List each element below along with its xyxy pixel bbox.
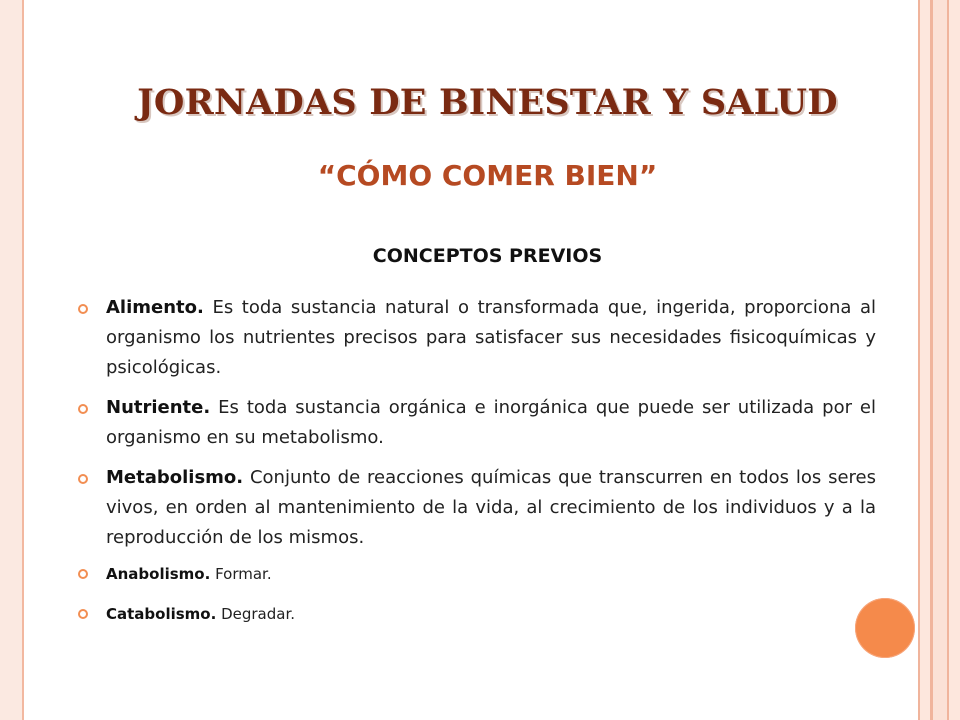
slide-subtitle: “CÓMO COMER BIEN” [317, 159, 658, 192]
bullet-icon [78, 404, 88, 414]
list-item [78, 603, 876, 625]
concept-list [78, 293, 876, 643]
bullet-icon [78, 304, 88, 314]
item-term: Nutriente. [106, 397, 211, 418]
bullet-icon [78, 569, 88, 579]
item-text: Es toda sustancia natural o transformada que, ingerida, proporciona al organismo los nutrientes precisos para satisfacer sus necesidades fisicoquímicas y psicológicas. [106, 297, 876, 378]
item-term: Catabolismo. [106, 605, 217, 623]
right-stripe [933, 0, 947, 720]
item-term: Alimento. [106, 297, 204, 318]
right-stripe [949, 0, 960, 720]
item-term: Metabolismo. [106, 467, 244, 488]
item-text: Conjunto de reacciones químicas que transcurren en todos los seres vivos, en orden al mantenimiento de la vida, al crecimiento de los individuos y a la reproducción de los mismos. [106, 467, 876, 548]
item-text: Es toda sustancia orgánica e inorgánica que puede ser utilizada por el organismo en su metabolismo. [106, 397, 876, 448]
list-item [78, 293, 876, 383]
list-item [78, 393, 876, 453]
slide-title: JORNADAS DE BINESTAR Y SALUD [137, 82, 838, 123]
bullet-icon [78, 609, 88, 619]
list-item [78, 463, 876, 553]
item-text: Degradar. [221, 605, 296, 623]
left-border-decoration [0, 0, 24, 720]
list-item [78, 563, 876, 585]
item-text: Formar. [215, 565, 272, 583]
section-heading: CONCEPTOS PREVIOS [372, 245, 603, 267]
item-term: Anabolismo. [106, 565, 211, 583]
bullet-icon [78, 474, 88, 484]
